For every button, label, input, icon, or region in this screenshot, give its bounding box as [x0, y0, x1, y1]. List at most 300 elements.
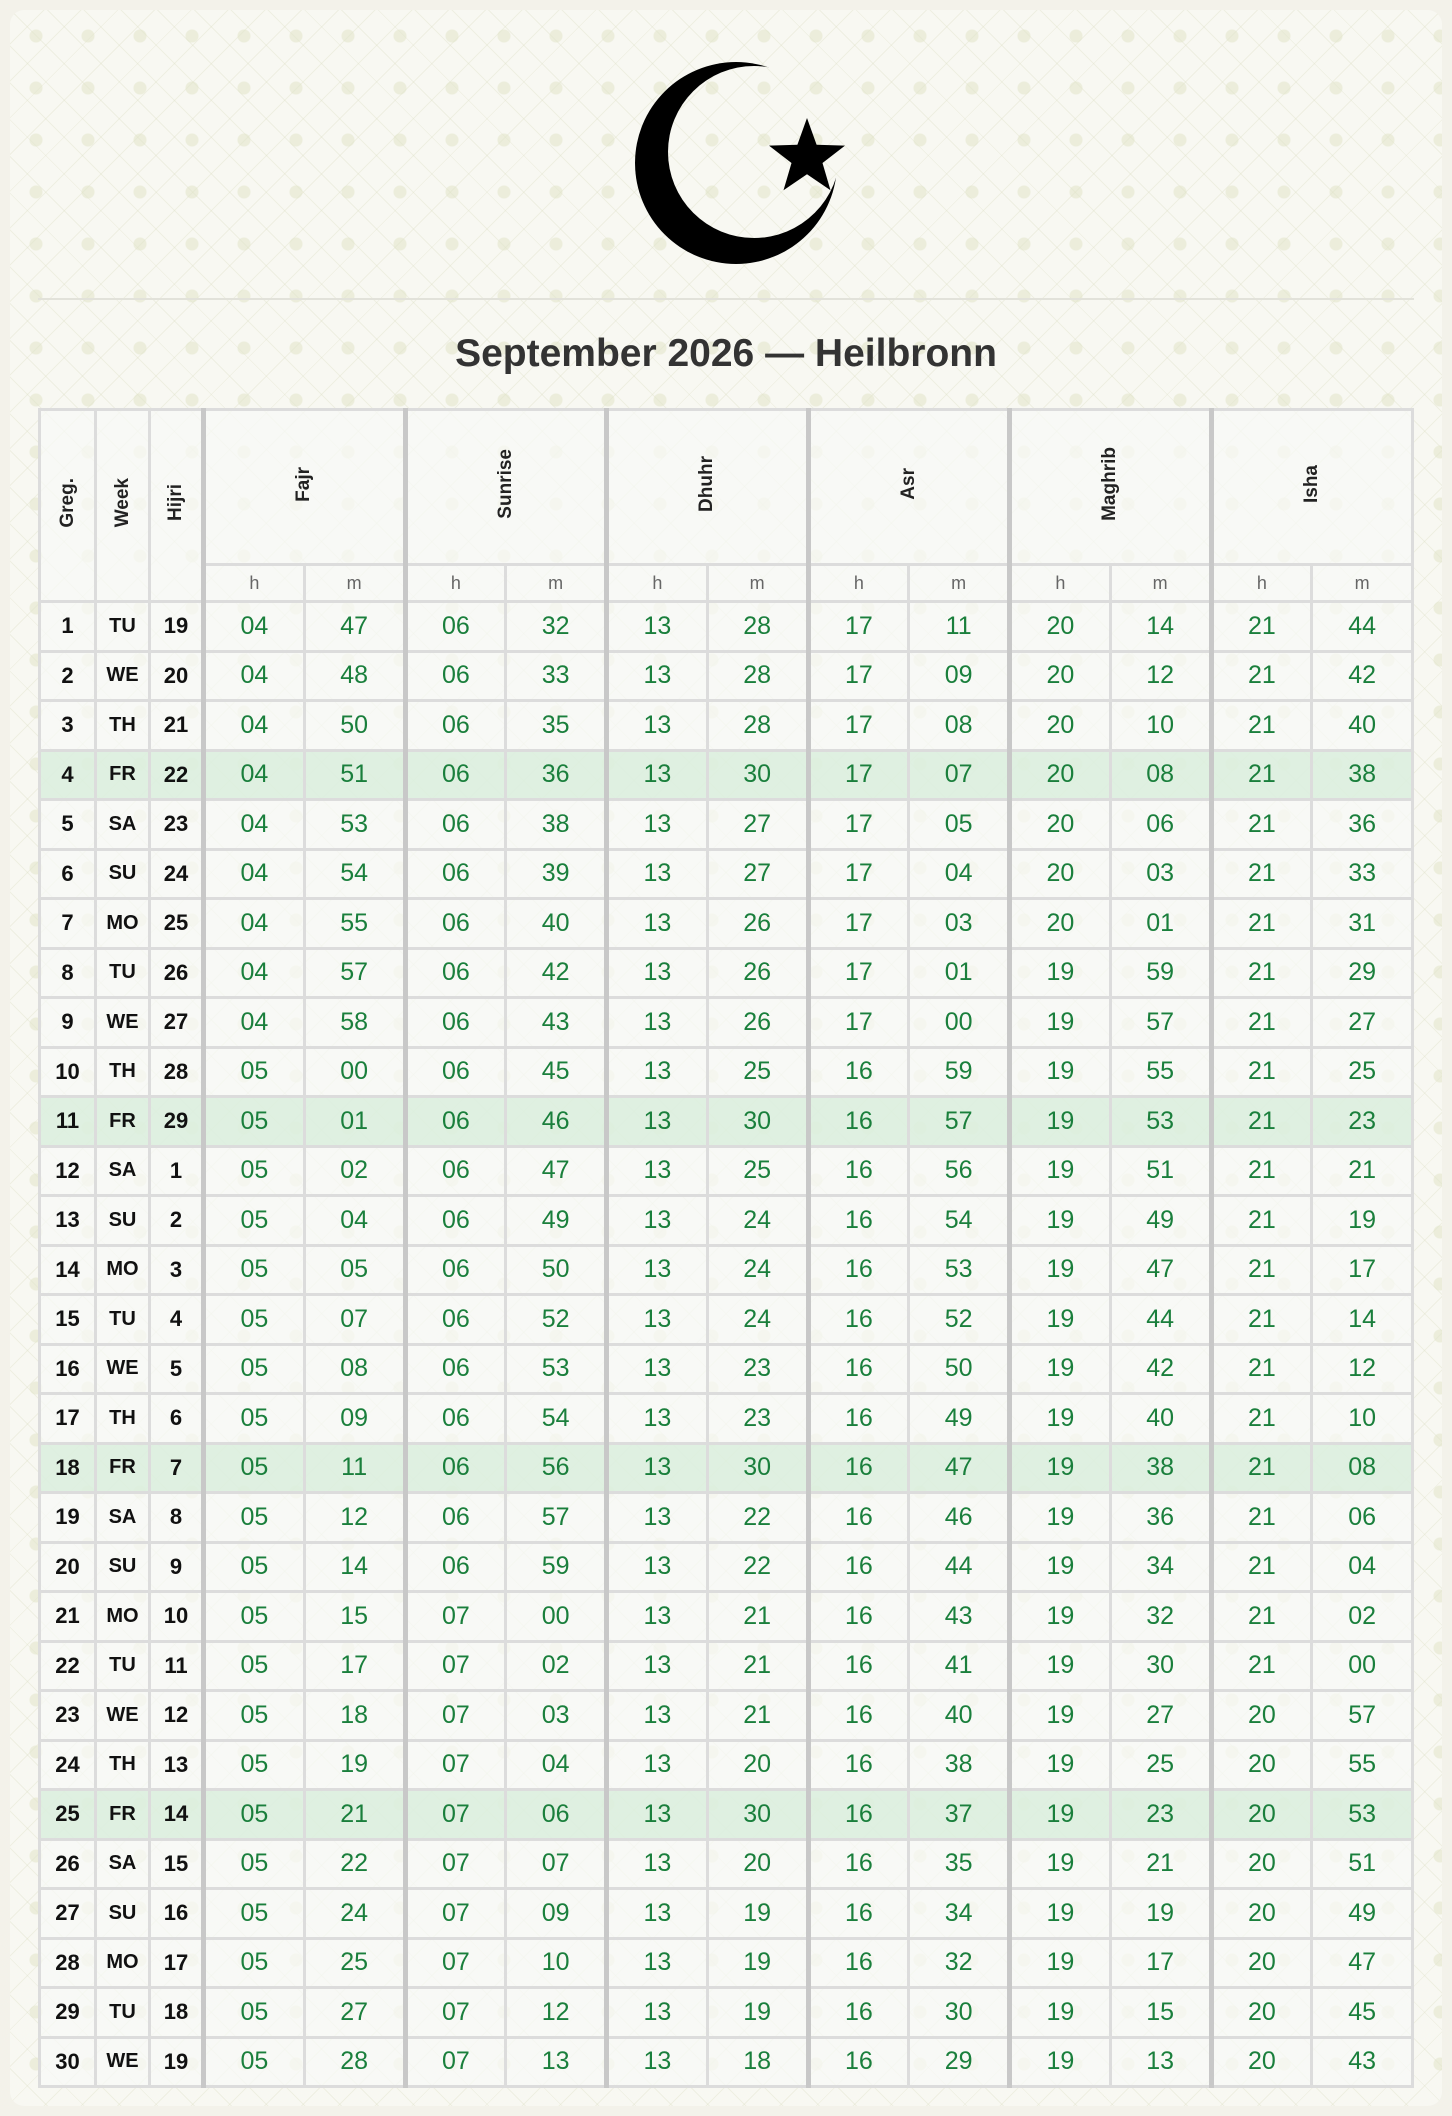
- time-minute: 59: [506, 1542, 607, 1592]
- hour-subheader: h: [1211, 565, 1312, 602]
- time-minute: 19: [707, 1938, 808, 1988]
- time-minute: 35: [909, 1839, 1010, 1889]
- time-minute: 07: [506, 1839, 607, 1889]
- time-hour: 21: [1211, 1344, 1312, 1394]
- time-minute: 55: [304, 899, 405, 949]
- time-hour: 16: [808, 1889, 909, 1939]
- time-hour: 16: [808, 1542, 909, 1592]
- time-hour: 16: [808, 1493, 909, 1543]
- time-hour: 07: [405, 1839, 506, 1889]
- header-gregorian: Greg.: [40, 410, 96, 602]
- hijri-day: 19: [150, 2037, 204, 2087]
- time-minute: 26: [707, 948, 808, 998]
- time-hour: 16: [808, 1146, 909, 1196]
- weekday: MO: [96, 1938, 150, 1988]
- time-minute: 55: [1110, 1047, 1211, 1097]
- time-hour: 19: [1010, 1542, 1111, 1592]
- time-hour: 19: [1010, 1988, 1111, 2038]
- time-minute: 09: [506, 1889, 607, 1939]
- time-minute: 44: [909, 1542, 1010, 1592]
- time-hour: 21: [1211, 849, 1312, 899]
- table-row: [40, 1394, 1413, 1444]
- time-minute: 57: [506, 1493, 607, 1543]
- time-hour: 13: [607, 2037, 708, 2087]
- time-hour: 06: [405, 998, 506, 1048]
- time-hour: 13: [607, 1245, 708, 1295]
- time-minute: 24: [707, 1196, 808, 1246]
- time-minute: 24: [707, 1245, 808, 1295]
- time-hour: 05: [204, 1443, 305, 1493]
- gregorian-day: 12: [40, 1146, 96, 1196]
- time-hour: 19: [1010, 2037, 1111, 2087]
- time-hour: 17: [808, 651, 909, 701]
- time-hour: 06: [405, 1344, 506, 1394]
- weekday: TH: [96, 701, 150, 751]
- time-minute: 11: [909, 602, 1010, 652]
- time-minute: 23: [707, 1344, 808, 1394]
- weekday: MO: [96, 899, 150, 949]
- weekday: FR: [96, 1443, 150, 1493]
- hour-subheader: h: [808, 565, 909, 602]
- time-hour: 19: [1010, 1641, 1111, 1691]
- weekday: SU: [96, 1196, 150, 1246]
- gregorian-day: 4: [40, 750, 96, 800]
- table-row: [40, 1740, 1413, 1790]
- weekday: TU: [96, 1988, 150, 2038]
- time-hour: 20: [1211, 1691, 1312, 1741]
- hijri-day: 25: [150, 899, 204, 949]
- time-hour: 21: [1211, 750, 1312, 800]
- time-hour: 19: [1010, 948, 1111, 998]
- header-maghrib: Maghrib: [1010, 410, 1212, 565]
- time-minute: 40: [909, 1691, 1010, 1741]
- time-minute: 00: [909, 998, 1010, 1048]
- time-minute: 24: [304, 1889, 405, 1939]
- time-hour: 17: [808, 899, 909, 949]
- table-row: [40, 1196, 1413, 1246]
- header-divider: [38, 298, 1414, 300]
- weekday: TU: [96, 1641, 150, 1691]
- time-minute: 54: [304, 849, 405, 899]
- header-isha: Isha: [1211, 410, 1413, 565]
- time-minute: 50: [304, 701, 405, 751]
- table-row: [40, 1592, 1413, 1642]
- time-hour: 16: [808, 1641, 909, 1691]
- time-hour: 19: [1010, 1839, 1111, 1889]
- time-minute: 57: [304, 948, 405, 998]
- time-hour: 19: [1010, 1592, 1111, 1642]
- header-dhuhr: Dhuhr: [607, 410, 809, 565]
- time-hour: 21: [1211, 1245, 1312, 1295]
- time-minute: 08: [909, 701, 1010, 751]
- time-minute: 01: [909, 948, 1010, 998]
- time-hour: 04: [204, 750, 305, 800]
- hijri-day: 26: [150, 948, 204, 998]
- header-week: Week: [96, 410, 150, 602]
- time-hour: 21: [1211, 948, 1312, 998]
- time-hour: 17: [808, 849, 909, 899]
- time-hour: 07: [405, 1740, 506, 1790]
- time-minute: 27: [707, 849, 808, 899]
- time-minute: 14: [1312, 1295, 1413, 1345]
- time-hour: 16: [808, 2037, 909, 2087]
- weekday: TU: [96, 948, 150, 998]
- time-hour: 19: [1010, 1344, 1111, 1394]
- time-minute: 47: [1312, 1938, 1413, 1988]
- weekday: WE: [96, 651, 150, 701]
- weekday: SA: [96, 1146, 150, 1196]
- time-hour: 05: [204, 1344, 305, 1394]
- gregorian-day: 8: [40, 948, 96, 998]
- time-minute: 30: [707, 750, 808, 800]
- time-hour: 06: [405, 651, 506, 701]
- gregorian-day: 6: [40, 849, 96, 899]
- time-hour: 13: [607, 849, 708, 899]
- time-minute: 22: [304, 1839, 405, 1889]
- time-minute: 02: [304, 1146, 405, 1196]
- time-hour: 04: [204, 849, 305, 899]
- time-hour: 06: [405, 1394, 506, 1444]
- gregorian-day: 29: [40, 1988, 96, 2038]
- time-minute: 14: [304, 1542, 405, 1592]
- time-hour: 17: [808, 750, 909, 800]
- time-hour: 16: [808, 1790, 909, 1840]
- time-hour: 07: [405, 1641, 506, 1691]
- time-hour: 16: [808, 1097, 909, 1147]
- gregorian-day: 27: [40, 1889, 96, 1939]
- time-minute: 19: [707, 1889, 808, 1939]
- time-hour: 06: [405, 849, 506, 899]
- gregorian-day: 11: [40, 1097, 96, 1147]
- time-hour: 04: [204, 899, 305, 949]
- weekday: WE: [96, 1344, 150, 1394]
- table-row: [40, 1839, 1413, 1889]
- time-minute: 42: [1312, 651, 1413, 701]
- time-hour: 21: [1211, 701, 1312, 751]
- time-hour: 17: [808, 998, 909, 1048]
- table-row: [40, 1146, 1413, 1196]
- page-title: September 2026 — Heilbronn: [455, 332, 997, 375]
- time-hour: 04: [204, 602, 305, 652]
- time-hour: 16: [808, 1988, 909, 2038]
- time-minute: 40: [1110, 1394, 1211, 1444]
- time-hour: 07: [405, 2037, 506, 2087]
- time-minute: 28: [707, 701, 808, 751]
- gregorian-day: 2: [40, 651, 96, 701]
- prayer-times-table: [38, 408, 1414, 2088]
- time-hour: 19: [1010, 1196, 1111, 1246]
- hijri-day: 21: [150, 701, 204, 751]
- time-minute: 30: [707, 1790, 808, 1840]
- time-minute: 58: [304, 998, 405, 1048]
- time-minute: 15: [1110, 1988, 1211, 2038]
- weekday: SA: [96, 1493, 150, 1543]
- time-minute: 23: [707, 1394, 808, 1444]
- time-hour: 20: [1211, 1839, 1312, 1889]
- time-hour: 06: [405, 800, 506, 850]
- time-minute: 43: [506, 998, 607, 1048]
- time-hour: 07: [405, 1988, 506, 2038]
- time-hour: 05: [204, 1047, 305, 1097]
- time-hour: 21: [1211, 998, 1312, 1048]
- time-minute: 00: [304, 1047, 405, 1097]
- time-hour: 16: [808, 1047, 909, 1097]
- time-minute: 04: [1312, 1542, 1413, 1592]
- time-minute: 02: [1312, 1592, 1413, 1642]
- time-minute: 53: [1312, 1790, 1413, 1840]
- hour-subheader: h: [1010, 565, 1111, 602]
- time-minute: 12: [1312, 1344, 1413, 1394]
- hijri-day: 27: [150, 998, 204, 1048]
- time-hour: 21: [1211, 1097, 1312, 1147]
- time-hour: 06: [405, 1196, 506, 1246]
- hijri-day: 9: [150, 1542, 204, 1592]
- table-row: [40, 1988, 1413, 2038]
- time-minute: 49: [1312, 1889, 1413, 1939]
- time-minute: 57: [1312, 1691, 1413, 1741]
- time-hour: 04: [204, 948, 305, 998]
- time-minute: 01: [304, 1097, 405, 1147]
- time-minute: 35: [506, 701, 607, 751]
- time-hour: 20: [1211, 1988, 1312, 2038]
- time-minute: 53: [506, 1344, 607, 1394]
- time-minute: 27: [304, 1988, 405, 2038]
- time-hour: 06: [405, 602, 506, 652]
- time-minute: 49: [506, 1196, 607, 1246]
- table-row: [40, 1493, 1413, 1543]
- hijri-day: 15: [150, 1839, 204, 1889]
- time-hour: 06: [405, 1443, 506, 1493]
- gregorian-day: 23: [40, 1691, 96, 1741]
- time-minute: 12: [304, 1493, 405, 1543]
- table-row: [40, 1047, 1413, 1097]
- table-row: [40, 998, 1413, 1048]
- minute-subheader: m: [304, 565, 405, 602]
- time-hour: 05: [204, 1493, 305, 1543]
- time-hour: 21: [1211, 651, 1312, 701]
- time-minute: 20: [707, 1839, 808, 1889]
- hijri-day: 13: [150, 1740, 204, 1790]
- time-minute: 10: [1312, 1394, 1413, 1444]
- time-minute: 21: [1110, 1839, 1211, 1889]
- time-hour: 13: [607, 800, 708, 850]
- gregorian-day: 17: [40, 1394, 96, 1444]
- time-hour: 06: [405, 1493, 506, 1543]
- time-hour: 19: [1010, 1889, 1111, 1939]
- time-hour: 19: [1010, 1245, 1111, 1295]
- time-minute: 13: [506, 2037, 607, 2087]
- time-minute: 37: [909, 1790, 1010, 1840]
- time-hour: 06: [405, 1245, 506, 1295]
- time-minute: 42: [1110, 1344, 1211, 1394]
- time-minute: 13: [1110, 2037, 1211, 2087]
- time-hour: 20: [1010, 800, 1111, 850]
- header-sunrise: Sunrise: [405, 410, 607, 565]
- time-minute: 21: [1312, 1146, 1413, 1196]
- time-minute: 26: [707, 899, 808, 949]
- time-minute: 30: [707, 1443, 808, 1493]
- table-row: [40, 899, 1413, 949]
- time-hour: 19: [1010, 1493, 1111, 1543]
- time-hour: 19: [1010, 998, 1111, 1048]
- time-minute: 21: [707, 1592, 808, 1642]
- time-minute: 22: [707, 1493, 808, 1543]
- table-row: [40, 1245, 1413, 1295]
- minute-subheader: m: [1312, 565, 1413, 602]
- weekday: SU: [96, 1542, 150, 1592]
- time-hour: 07: [405, 1592, 506, 1642]
- gregorian-day: 18: [40, 1443, 96, 1493]
- time-hour: 16: [808, 1740, 909, 1790]
- time-minute: 02: [506, 1641, 607, 1691]
- time-hour: 17: [808, 948, 909, 998]
- time-minute: 36: [1312, 800, 1413, 850]
- time-minute: 36: [506, 750, 607, 800]
- time-minute: 48: [304, 651, 405, 701]
- weekday: TH: [96, 1740, 150, 1790]
- time-minute: 33: [506, 651, 607, 701]
- time-hour: 20: [1211, 1938, 1312, 1988]
- time-hour: 20: [1010, 899, 1111, 949]
- weekday: FR: [96, 750, 150, 800]
- time-minute: 38: [909, 1740, 1010, 1790]
- time-hour: 19: [1010, 1047, 1111, 1097]
- time-minute: 05: [909, 800, 1010, 850]
- table-row: [40, 750, 1413, 800]
- time-hour: 05: [204, 1394, 305, 1444]
- time-hour: 13: [607, 1889, 708, 1939]
- time-minute: 04: [506, 1740, 607, 1790]
- time-hour: 20: [1010, 602, 1111, 652]
- time-minute: 36: [1110, 1493, 1211, 1543]
- hijri-day: 18: [150, 1988, 204, 2038]
- time-minute: 25: [304, 1938, 405, 1988]
- time-minute: 40: [506, 899, 607, 949]
- table-row: [40, 651, 1413, 701]
- time-hour: 19: [1010, 1740, 1111, 1790]
- time-minute: 21: [304, 1790, 405, 1840]
- gregorian-day: 20: [40, 1542, 96, 1592]
- time-hour: 16: [808, 1839, 909, 1889]
- time-minute: 10: [1110, 701, 1211, 751]
- gregorian-day: 21: [40, 1592, 96, 1642]
- table-row: [40, 800, 1413, 850]
- minute-subheader: m: [707, 565, 808, 602]
- hijri-day: 6: [150, 1394, 204, 1444]
- time-hour: 07: [405, 1691, 506, 1741]
- time-minute: 34: [1110, 1542, 1211, 1592]
- table-row: [40, 1344, 1413, 1394]
- hour-subheader: h: [405, 565, 506, 602]
- time-minute: 49: [1110, 1196, 1211, 1246]
- table-row: [40, 701, 1413, 751]
- time-minute: 08: [1110, 750, 1211, 800]
- time-hour: 06: [405, 1542, 506, 1592]
- time-minute: 31: [1312, 899, 1413, 949]
- time-minute: 27: [1312, 998, 1413, 1048]
- time-minute: 06: [506, 1790, 607, 1840]
- time-minute: 28: [707, 602, 808, 652]
- time-hour: 13: [607, 1839, 708, 1889]
- gregorian-day: 19: [40, 1493, 96, 1543]
- time-minute: 09: [909, 651, 1010, 701]
- time-minute: 30: [909, 1988, 1010, 2038]
- time-minute: 57: [909, 1097, 1010, 1147]
- time-hour: 05: [204, 1146, 305, 1196]
- time-hour: 17: [808, 800, 909, 850]
- time-minute: 17: [1110, 1938, 1211, 1988]
- time-minute: 00: [1312, 1641, 1413, 1691]
- time-hour: 19: [1010, 1146, 1111, 1196]
- time-hour: 16: [808, 1295, 909, 1345]
- time-hour: 13: [607, 1592, 708, 1642]
- time-minute: 34: [909, 1889, 1010, 1939]
- time-hour: 06: [405, 750, 506, 800]
- table-row: [40, 1097, 1413, 1147]
- hijri-day: 2: [150, 1196, 204, 1246]
- time-minute: 41: [909, 1641, 1010, 1691]
- time-minute: 33: [1312, 849, 1413, 899]
- time-hour: 21: [1211, 899, 1312, 949]
- weekday: SU: [96, 1889, 150, 1939]
- time-minute: 28: [304, 2037, 405, 2087]
- gregorian-day: 15: [40, 1295, 96, 1345]
- time-minute: 46: [909, 1493, 1010, 1543]
- time-minute: 47: [909, 1443, 1010, 1493]
- time-hour: 05: [204, 1592, 305, 1642]
- time-minute: 20: [707, 1740, 808, 1790]
- gregorian-day: 30: [40, 2037, 96, 2087]
- hijri-day: 4: [150, 1295, 204, 1345]
- time-hour: 19: [1010, 1691, 1111, 1741]
- time-minute: 19: [1110, 1889, 1211, 1939]
- minute-subheader: m: [909, 565, 1010, 602]
- time-minute: 03: [506, 1691, 607, 1741]
- time-minute: 39: [506, 849, 607, 899]
- time-minute: 06: [1312, 1493, 1413, 1543]
- hijri-day: 17: [150, 1938, 204, 1988]
- time-hour: 21: [1211, 1196, 1312, 1246]
- time-hour: 19: [1010, 1394, 1111, 1444]
- time-hour: 13: [607, 1790, 708, 1840]
- table-row: [40, 849, 1413, 899]
- time-minute: 38: [1312, 750, 1413, 800]
- time-minute: 19: [304, 1740, 405, 1790]
- time-minute: 21: [707, 1691, 808, 1741]
- time-hour: 06: [405, 899, 506, 949]
- time-minute: 12: [1110, 651, 1211, 701]
- time-hour: 20: [1010, 701, 1111, 751]
- time-hour: 05: [204, 1889, 305, 1939]
- time-minute: 25: [1312, 1047, 1413, 1097]
- time-hour: 16: [808, 1592, 909, 1642]
- weekday: WE: [96, 2037, 150, 2087]
- time-minute: 08: [304, 1344, 405, 1394]
- header-hijri: Hijri: [150, 410, 204, 602]
- time-hour: 13: [607, 899, 708, 949]
- time-hour: 06: [405, 1047, 506, 1097]
- time-hour: 13: [607, 651, 708, 701]
- hijri-day: 11: [150, 1641, 204, 1691]
- table-row: [40, 1443, 1413, 1493]
- gregorian-day: 26: [40, 1839, 96, 1889]
- time-hour: 05: [204, 2037, 305, 2087]
- time-minute: 07: [909, 750, 1010, 800]
- time-minute: 43: [909, 1592, 1010, 1642]
- time-minute: 00: [506, 1592, 607, 1642]
- time-hour: 19: [1010, 1097, 1111, 1147]
- time-minute: 17: [1312, 1245, 1413, 1295]
